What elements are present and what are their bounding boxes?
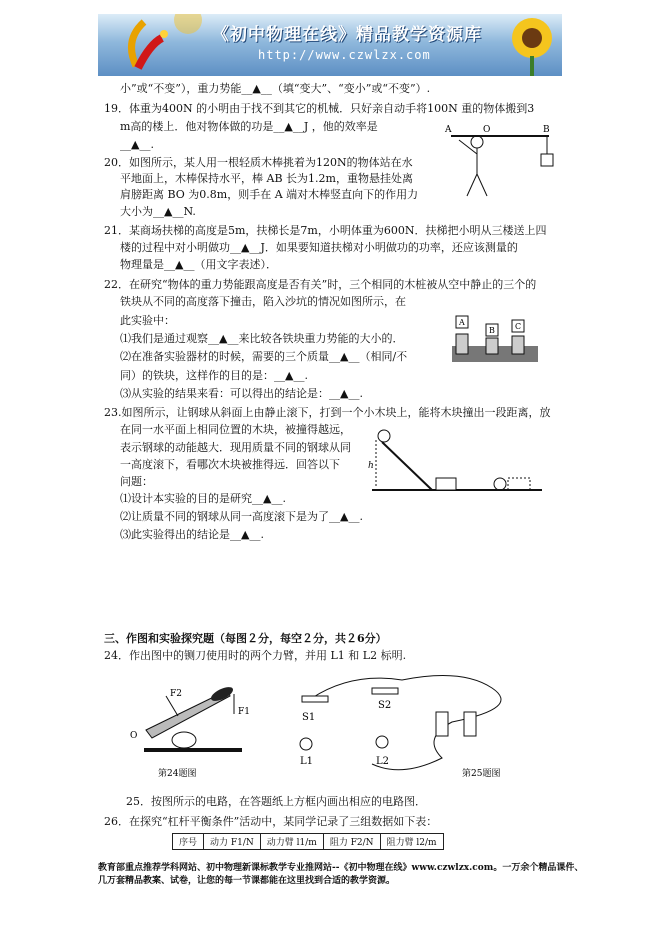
- label-s1: S1: [302, 712, 316, 723]
- label-l1: L1: [300, 756, 314, 767]
- q23-line5: 问题：: [120, 475, 153, 488]
- battery-2: [464, 712, 476, 736]
- label-a: A: [445, 125, 452, 135]
- block-moved-shape: [508, 478, 530, 490]
- logo-icon: [98, 14, 208, 76]
- ball-moved-shape: [494, 478, 506, 490]
- stake-c: [512, 336, 524, 354]
- table-header-row: [173, 834, 444, 850]
- figure-22: [452, 312, 542, 366]
- q25-line: 25．按图所示的电路，在答题纸上方框内画出相应的电路图．: [126, 795, 426, 808]
- label-o: O: [130, 731, 138, 741]
- label-h: h: [368, 461, 374, 471]
- banner-title: 《初中物理在线》精品教学资源库: [212, 25, 482, 45]
- label-b: B: [489, 326, 495, 335]
- table-header-cell: 阻力 F2/N: [323, 834, 380, 850]
- leg-left-line: [467, 174, 477, 196]
- label-b: B: [543, 125, 550, 135]
- q22-line1: 22．在研究“物体的重力势能跟高度是否有关”时，三个相同的木桩被从空中静止的三个的: [104, 278, 537, 291]
- q22-line6: 同）的铁块，这样作的目的是：__▲__.: [120, 369, 308, 382]
- label-f2: F2: [170, 689, 182, 699]
- q22-line2: 铁块从不同的高度落下撞击，陷入沙坑的情况如图所示，在: [120, 295, 406, 308]
- object-shape: [172, 732, 196, 748]
- q19-line1: 19．体重为400N 的小明由于找不到其它的机械．只好亲自动手将100N 重的物体搬到3: [104, 102, 535, 115]
- figure-25: [292, 668, 532, 788]
- q21-line3: 物理量是__▲__（用文字表述）．: [120, 258, 277, 271]
- q22-line5: ⑵在准备实验器材的时候，需要的三个质量__▲__（相同/不: [120, 350, 408, 363]
- q26-line: 26．在探究“杠杆平衡条件”活动中，某同学记录了三组数据如下表：: [104, 815, 438, 828]
- stake-a: [456, 334, 468, 354]
- q19-line2: m高的楼上．他对物体做的功是__▲__J ，他的效率是: [120, 120, 378, 133]
- base-shape: [144, 748, 242, 752]
- q23-line4: 一高度滚下，看哪次木块被推得远．回答以下: [120, 458, 340, 471]
- label-a: A: [459, 318, 465, 327]
- force-f2-arrow: [166, 696, 178, 716]
- q18-tail: 小”或“不变”），重力势能__▲__（填“变大”、“变小”或“不变”）.: [120, 82, 431, 95]
- figure-24: [128, 672, 268, 782]
- q23-line7: ⑵让质量不同的钢球从同一高度滚下是为了__▲__.: [120, 510, 363, 523]
- figure-24-caption: 第24题图: [158, 769, 197, 779]
- q21-line1: 21．某商场扶梯的高度是5m，扶梯长是7m，小明体重为600N．扶梯把小明从三楼送上四: [104, 224, 547, 237]
- table-header-cell: 序号: [173, 834, 204, 850]
- table-header-cell: 阻力臂 l2/m: [380, 834, 443, 850]
- lamp-l2: [376, 736, 388, 748]
- ramp-line: [382, 442, 432, 490]
- q23-line8: ⑶此实验得出的结论是__▲__.: [120, 528, 264, 541]
- q24-line: 24．作出图中的铡刀使用时的两个力臂，并用 L1 和 L2 标明.: [104, 649, 407, 662]
- q22-line4: ⑴我们是通过观察__▲__来比较各铁块重力势能的大小的．: [120, 332, 404, 345]
- table-header-cell: 动力臂 l1/m: [260, 834, 323, 850]
- q20-line2: 平地面上，木棒保持水平，棒 AB 长为1.2m，重物悬挂处离: [120, 172, 413, 185]
- q23-line2: 在同一水平面上相同位置的木块，被撞得越远，: [120, 423, 351, 436]
- q23-line3: 表示钢球的动能越大．现用质量不同的钢球从同: [120, 441, 351, 454]
- block-shape: [436, 478, 456, 490]
- lever-data-table: [172, 833, 444, 850]
- stake-b: [486, 338, 498, 354]
- ball-shape: [378, 430, 390, 442]
- head-shape: [471, 136, 483, 148]
- label-l2: L2: [376, 756, 390, 767]
- battery-1: [436, 712, 448, 736]
- section-3-heading: 三、作图和实验探究题（每图２分，每空２分，共２6分）: [104, 632, 387, 645]
- q20-line3: 肩膀距离 BO 为0.8m，则手在 A 端对木棒竖直向下的作用力: [120, 188, 419, 201]
- weight-box: [541, 154, 553, 166]
- lamp-l1: [300, 738, 312, 750]
- table-header-cell: 动力 F1/N: [204, 834, 261, 850]
- switch-s1: [302, 696, 328, 702]
- label-s2: S2: [378, 700, 392, 711]
- header-banner: [98, 14, 562, 76]
- banner-url: http://www.czwlzx.com: [258, 48, 431, 62]
- q22-line7: ⑶从实验的结果来看：可以得出的结论是：__▲__.: [120, 387, 363, 400]
- sunflower-icon: [492, 14, 562, 76]
- q23-line1: 23.如图所示，让钢球从斜面上由静止滚下，打到一个小木块上，能将木块撞出一段距离，放: [104, 406, 551, 419]
- figure-23: [368, 428, 542, 492]
- q20-line1: 20．如图所示，某人用一根轻质木棒挑着为120N的物体站在水: [104, 156, 413, 169]
- q21-line2: 楼的过程中对小明做功__▲__J．如果要知道扶梯对小明做功的功率，还应该测量的: [120, 241, 518, 254]
- label-o: O: [483, 125, 491, 135]
- figure-25-caption: 第25题图: [462, 769, 501, 779]
- label-c: C: [515, 322, 522, 331]
- label-f1: F1: [238, 707, 250, 717]
- q23-line6: ⑴设计本实验的目的是研究__▲__.: [120, 492, 286, 505]
- switch-s2: [372, 688, 398, 694]
- figure-20: [445, 124, 565, 204]
- page-footer: 教育部重点推荐学科网站、初中物理新课标教学专业推网站--《初中物理在线》www.czwlzx.com。一万余个精品课件、几万套精品教案、试卷，让您的每一节课都能在这里找到合适的教学资源。: [98, 863, 584, 886]
- q19-line3: __▲__.: [120, 138, 154, 151]
- leg-right-line: [477, 174, 487, 196]
- q20-line4: 大小为__▲__N.: [120, 205, 196, 218]
- q22-line3: 此实验中：: [120, 314, 175, 327]
